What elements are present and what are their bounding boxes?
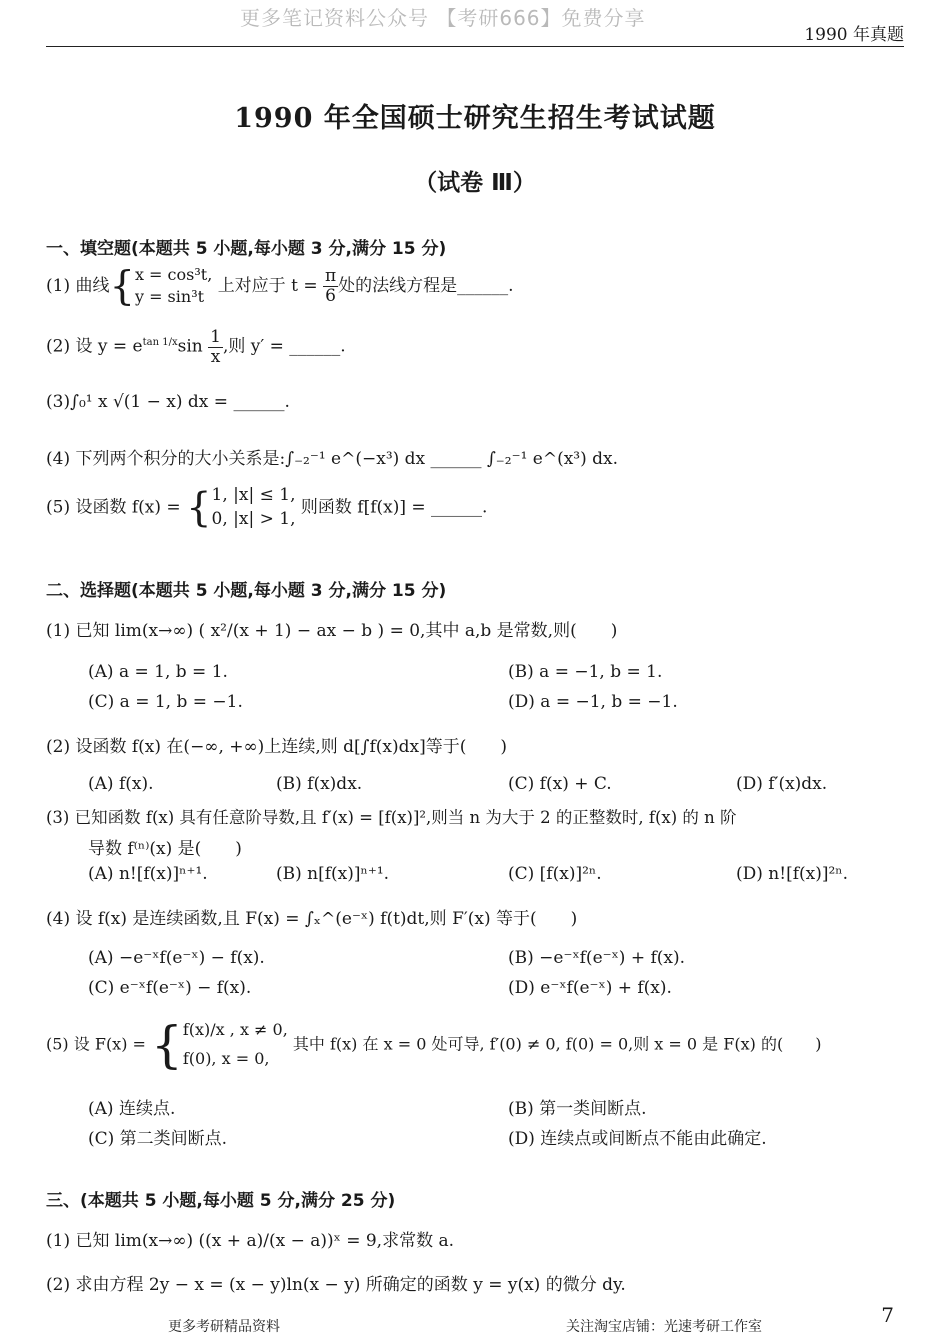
s1-q1-frac-den: 6 (325, 285, 336, 306)
s2-q5-case2: f(0), x = 0, (182, 1048, 270, 1068)
s2-q2-option-a: (A) f(x). (88, 774, 154, 794)
s3-q1: (1) 已知 lim(x→∞) ((x + a)/(x − a))ˣ = 9,求常数 a. (46, 1231, 455, 1251)
s2-q4-option-b: (B) −e⁻ˣf(e⁻ˣ) + f(x). (508, 948, 686, 968)
s1-q2 (46, 328, 346, 366)
s2-q5-tail: 其中 f(x) 在 x = 0 处可导, f′(0) ≠ 0, f(0) = 0,则 x = 0 是 F(x) 的( ) (292, 1034, 822, 1054)
s1-q5-case1: 1, |x| ≤ 1, (211, 485, 296, 505)
s1-q2-frac-num: 1 (210, 327, 221, 347)
header-year-label: 1990 年真题 (804, 25, 904, 45)
s2-q3-option-a: (A) n![f(x)]ⁿ⁺¹. (88, 864, 208, 884)
left-brace: { (151, 1015, 183, 1074)
s2-q5-num: (5) 设 F(x) = (46, 1034, 152, 1054)
s2-q3: (3) 已知函数 f(x) 具有任意阶导数,且 f′(x) = [f(x)]²,则当 n 为大于 2 的正整数时, f(x) 的 n 阶 (46, 808, 737, 827)
header-rule (46, 46, 904, 47)
s1-q5 (46, 484, 487, 532)
section-2-heading: 二、选择题(本题共 5 小题,每小题 3 分,满分 15 分) (46, 581, 447, 601)
page-subtitle: （试卷 Ⅲ） (414, 170, 536, 196)
s1-q1-sys-bot: y = sin³t (134, 287, 205, 307)
s2-q2-option-d: (D) f′(x)dx. (736, 774, 828, 794)
watermark: 更多笔记资料公众号 【考研666】免费分享 (240, 6, 646, 30)
s1-q1-frac-num: π (324, 266, 337, 287)
page-number: 7 (881, 1303, 894, 1327)
s1-q4: (4) 下列两个积分的大小关系是:∫₋₂⁻¹ e^(−x³) dx ______ ∫₋₂⁻¹ e^(x³) dx. (46, 449, 619, 469)
footer-right: 关注淘宝店铺：光速考研工作室 (566, 1319, 762, 1335)
s1-q1-mid: 上对应于 t = (217, 275, 323, 296)
section-3-heading: 三、(本题共 5 小题,每小题 5 分,满分 25 分) (46, 1191, 396, 1211)
s2-q3-line2: 导数 f⁽ⁿ⁾(x) 是( ) (88, 839, 242, 859)
left-brace: { (186, 484, 212, 531)
s1-q5-case2: 0, |x| > 1, (211, 508, 296, 529)
s1-q3: (3)∫₀¹ x √(1 − x) dx = ______. (46, 392, 290, 412)
s2-q2-option-b: (B) f(x)dx. (276, 774, 363, 794)
s2-q1-option-b: (B) a = −1, b = 1. (508, 662, 663, 682)
footer-left: 更多考研精品资料 (168, 1319, 280, 1335)
s1-q2-frac-den: x (210, 346, 221, 367)
s1-q1-tail: 处的法线方程是______. (338, 275, 514, 296)
s2-q3-option-d: (D) n![f(x)]²ⁿ. (736, 864, 849, 884)
s2-q3-option-c: (C) [f(x)]²ⁿ. (508, 864, 602, 884)
left-brace: { (109, 263, 135, 310)
s2-q5-option-a: (A) 连续点. (88, 1099, 176, 1119)
s2-q5-option-d: (D) 连续点或间断点不能由此确定. (508, 1129, 767, 1149)
s2-q4-option-d: (D) e⁻ˣf(e⁻ˣ) + f(x). (508, 978, 672, 998)
s1-q2-text: (2) 设 y = e (46, 336, 143, 357)
s2-q5-case1: f(x)/x , x ≠ 0, (182, 1020, 288, 1039)
s2-q5 (46, 1016, 821, 1074)
s2-q4-option-a: (A) −e⁻ˣf(e⁻ˣ) − f(x). (88, 948, 265, 968)
s1-q5-num: (5) 设函数 f(x) = (46, 497, 187, 518)
s2-q1-option-d: (D) a = −1, b = −1. (508, 692, 678, 712)
s1-q1 (46, 264, 514, 309)
s1-q2-mid: sin (177, 336, 203, 357)
s2-q1-option-a: (A) a = 1, b = 1. (88, 662, 228, 682)
s1-q2-tail: ,则 y′ = ______. (222, 336, 346, 357)
s2-q1-option-c: (C) a = 1, b = −1. (88, 692, 243, 712)
s2-q4-option-c: (C) e⁻ˣf(e⁻ˣ) − f(x). (88, 978, 252, 998)
section-1-heading: 一、填空题(本题共 5 小题,每小题 3 分,满分 15 分) (46, 239, 447, 259)
s2-q3-option-b: (B) n[f(x)]ⁿ⁺¹. (276, 864, 390, 884)
s2-q4: (4) 设 f(x) 是连续函数,且 F(x) = ∫ₓ^(e⁻ˣ) f(t)dt,则 F′(x) 等于( ) (46, 909, 578, 929)
s1-q2-sup: tan 1/x (142, 337, 178, 349)
s2-q1: (1) 已知 lim(x→∞) ( x²/(x + 1) − ax − b ) = 0,其中 a,b 是常数,则( ) (46, 621, 618, 641)
s2-q2-option-c: (C) f(x) + C. (508, 774, 612, 794)
s1-q1-num: (1) 曲线 (46, 275, 110, 296)
s2-q5-option-c: (C) 第二类间断点. (88, 1129, 228, 1149)
s2-q5-option-b: (B) 第一类间断点. (508, 1099, 647, 1119)
s1-q1-sys-top: x = cos³t, (134, 265, 213, 284)
s1-q5-tail: 则函数 f[f(x)] = ______. (300, 497, 488, 518)
s3-q2: (2) 求由方程 2y − x = (x − y)ln(x − y) 所确定的函数 y = y(x) 的微分 dy. (46, 1275, 626, 1295)
s2-q2: (2) 设函数 f(x) 在(−∞, +∞)上连续,则 d[∫f(x)dx]等于( ) (46, 737, 508, 757)
page-title: 1990 年全国硕士研究生招生考试试题 (234, 103, 716, 134)
